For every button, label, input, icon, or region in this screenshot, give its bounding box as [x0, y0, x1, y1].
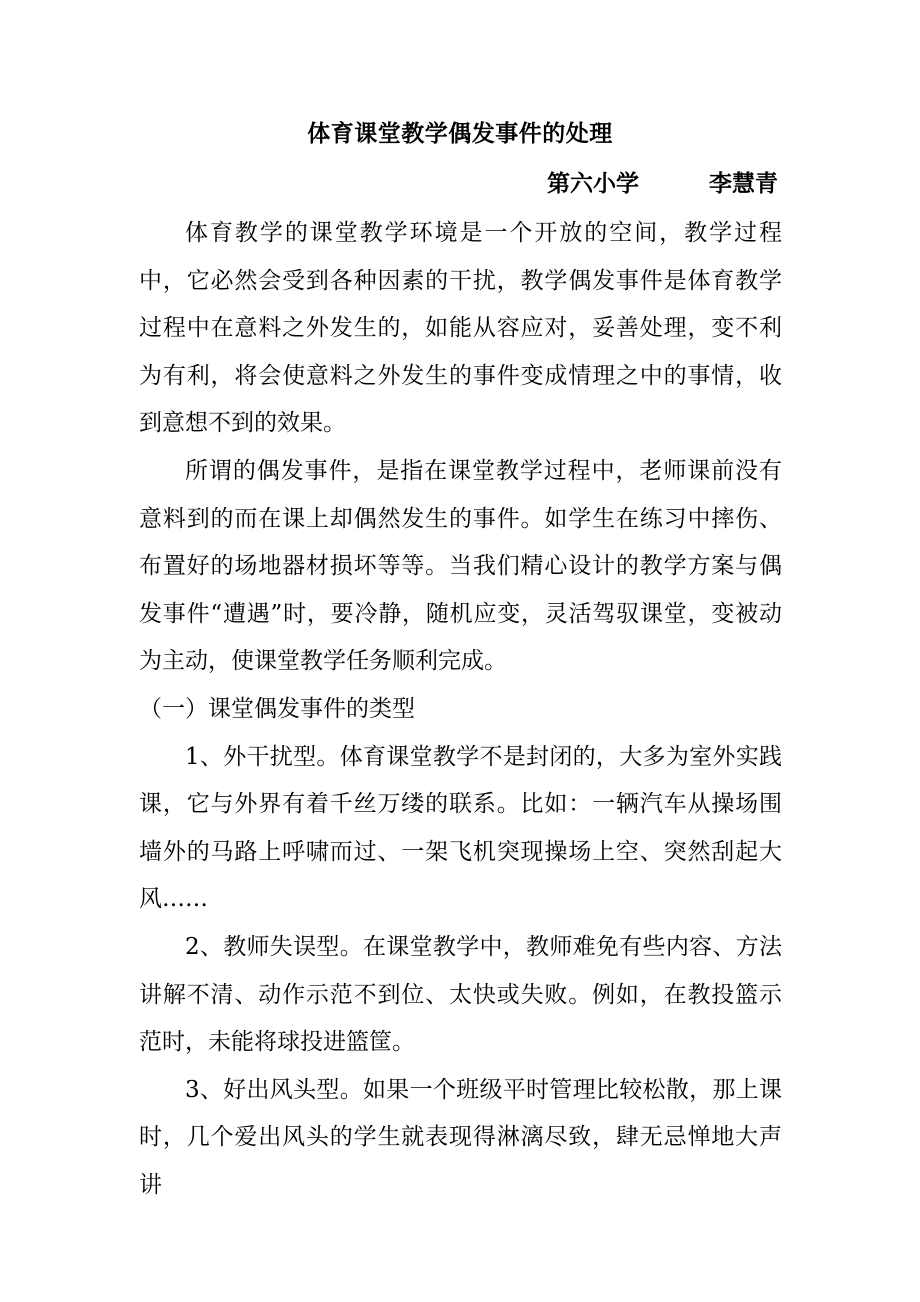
document-title: 体育课堂教学偶发事件的处理 — [307, 120, 613, 147]
intro-paragraph: 体育教学的课堂教学环境是一个开放的空间，教学过程中，它必然会受到各种因素的干扰，教学偶发事件是体育教学过程中在意料之外发生的，如能从容应对，妥善处理，变不利为有利，将会使意料之外发生的事件变成情理之中的事情，收到意想不到的效果。 — [139, 220, 782, 437]
document-body — [139, 210, 782, 1209]
list-item-show-off: 3、好出风头型。如果一个班级平时管理比较松散，那上课时，几个爱出风头的学生就表现得淋漓尽致，肆无忌惮地大声讲 — [139, 1076, 782, 1198]
definition-paragraph: 所谓的偶发事件，是指在课堂教学过程中，老师课前没有意料到的而在课上却偶然发生的事件。如学生在练习中摔伤、布置好的场地器材损坏等等。当我们精心设计的教学方案与偶发事件“遭遇”时，要冷静，随机应变，灵活驾驭课堂，变被动为主动，使课堂教学任务顺利完成。 — [139, 457, 782, 675]
author-line — [547, 166, 778, 202]
author-name: 李慧青 — [709, 170, 778, 197]
list-item-teacher-error: 2、教师失误型。在课堂教学中，教师难免有些内容、方法讲解不清、动作示范不到位、太快或失败。例如，在教投篮示范时，未能将球投进篮筐。 — [139, 933, 782, 1056]
school-name: 第六小学 — [547, 170, 639, 197]
section-heading: （一）课堂偶发事件的类型 — [139, 695, 415, 722]
list-item-external-interference: 1、外干扰型。体育课堂教学不是封闭的，大多为室外实践课，它与外界有着千丝万缕的联系。比如：一辆汽车从操场围墙外的马路上呼啸而过、一架飞机突现操场上空、突然刮起大风…… — [139, 743, 782, 913]
